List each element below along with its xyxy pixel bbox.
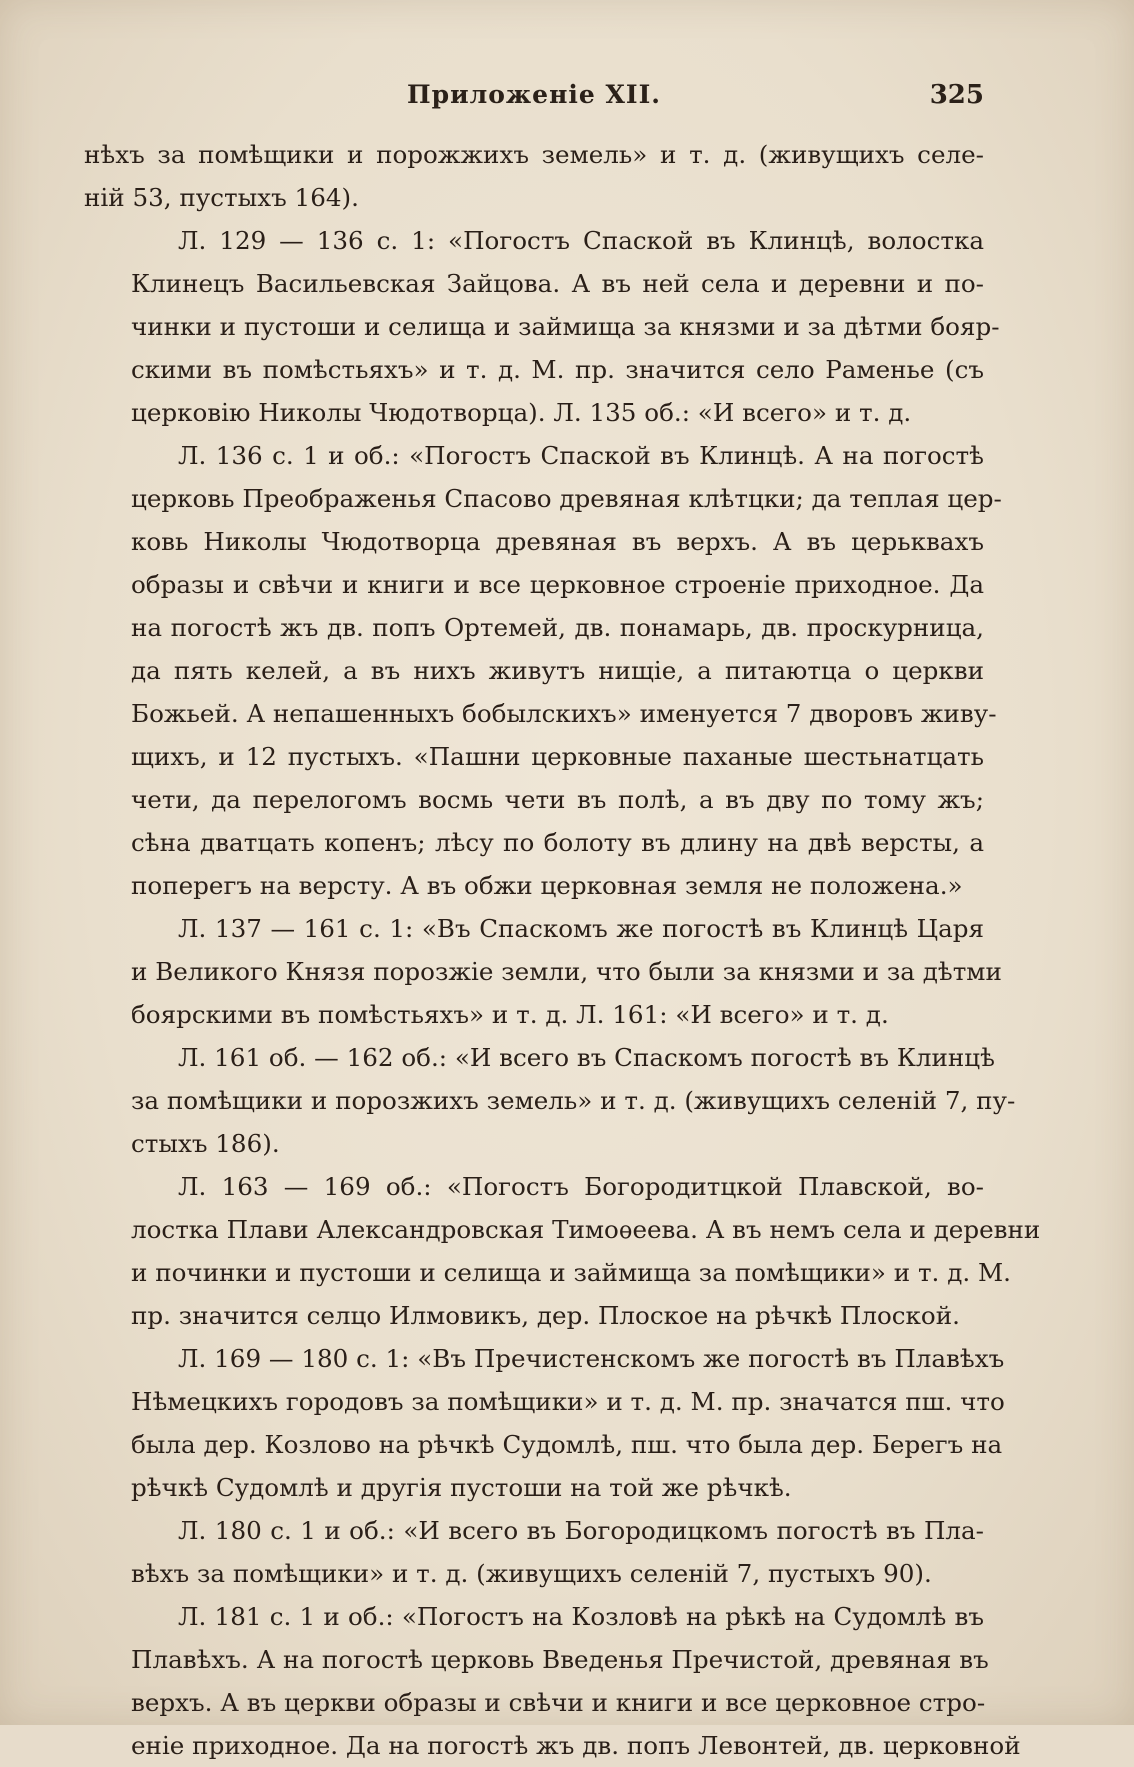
text-line: ній 53, пустыхъ 164). bbox=[84, 183, 359, 212]
text-line: да пять келей, а въ нихъ живутъ нищіе, а питаютца о церкви bbox=[131, 656, 984, 685]
text-line: Л. 180 с. 1 и об.: «И всего въ Богородицкомъ погостѣ въ Пла- bbox=[178, 1516, 984, 1545]
paragraph bbox=[84, 1337, 1005, 1509]
paragraph bbox=[84, 219, 1000, 434]
paragraph bbox=[84, 1165, 1041, 1337]
text-line: еніе приходное. Да на погостѣ жъ дв. попъ Левонтей, дв. церковной bbox=[131, 1731, 1021, 1760]
text-line: за помѣщики и порозжихъ земель» и т. д. (живущихъ селеній 7, пу- bbox=[131, 1086, 1016, 1115]
text-line: Л. 163 — 169 об.: «Погостъ Богородитцкой Плавской, во- bbox=[178, 1172, 984, 1201]
paragraph bbox=[84, 1036, 1016, 1165]
text-line: рѣчкѣ Судомлѣ и другія пустоши на той же рѣчкѣ. bbox=[131, 1473, 792, 1502]
paragraph bbox=[84, 1509, 984, 1595]
text-line: пр. значится селцо Илмовикъ, дер. Плоское на рѣчкѣ Плоской. bbox=[131, 1301, 960, 1330]
text-line: и Великого Князя порозжіе земли, что были за князми и за дѣтми bbox=[131, 957, 1002, 986]
text-line: была дер. Козлово на рѣчкѣ Судомлѣ, пш. что была дер. Берегъ на bbox=[131, 1430, 1003, 1459]
page-number: 325 bbox=[929, 80, 984, 110]
text-line: Л. 161 об. — 162 об.: «И всего въ Спаскомъ погостѣ въ Клинцѣ bbox=[178, 1043, 995, 1072]
text-line: Клинецъ Васильевская Зайцова. А въ ней села и деревни и по- bbox=[131, 269, 984, 298]
text-line: боярскими въ помѣстьяхъ» и т. д. Л. 161: «И всего» и т. д. bbox=[131, 1000, 889, 1029]
text-line: ковь Николы Чюдотворца древяная въ верхъ. А въ церьквахъ bbox=[131, 527, 984, 556]
text-line: нѣхъ за помѣщики и порожжихъ земель» и т. д. (живущихъ селе- bbox=[84, 140, 984, 169]
text-line: на погостѣ жъ дв. попъ Ортемей, дв. понамарь, дв. проскурница, bbox=[131, 613, 984, 642]
paragraph bbox=[84, 434, 1002, 907]
page-header bbox=[84, 80, 984, 120]
text-line: сѣна дватцать копенъ; лѣсу по болоту въ длину на двѣ версты, а bbox=[131, 828, 984, 857]
text-line: чети, да перелогомъ восмь чети въ полѣ, а въ дву по тому жъ; bbox=[131, 785, 984, 814]
text-line: Л. 137 — 161 с. 1: «Въ Спаскомъ же погостѣ въ Клинцѣ Царя bbox=[178, 914, 984, 943]
text-line: образы и свѣчи и книги и все церковное строеніе приходное. Да bbox=[131, 570, 984, 599]
paragraph bbox=[84, 907, 1002, 1036]
body-text bbox=[84, 133, 1041, 1767]
paragraph bbox=[84, 133, 984, 219]
paragraph bbox=[84, 1595, 1021, 1767]
text-line: Л. 169 — 180 с. 1: «Въ Пречистенскомъ же погостѣ въ Плавѣхъ bbox=[178, 1344, 1005, 1373]
text-line: поперегъ на версту. А въ обжи церковная земля не положена.» bbox=[131, 871, 963, 900]
text-line: церковь Преображенья Спасово древяная клѣтцки; да теплая цер- bbox=[131, 484, 1002, 513]
text-line: скими въ помѣстьяхъ» и т. д. М. пр. значится село Раменье (съ bbox=[131, 355, 984, 384]
text-line: верхъ. А въ церкви образы и свѣчи и книги и все церковное стро- bbox=[131, 1688, 986, 1717]
text-line: вѣхъ за помѣщики» и т. д. (живущихъ селеній 7, пустыхъ 90). bbox=[131, 1559, 932, 1588]
running-title: Приложеніе XII. bbox=[407, 80, 661, 109]
text-line: лостка Плави Александровская Тимоѳеева. А въ немъ села и деревни bbox=[131, 1215, 1041, 1244]
text-line: Нѣмецкихъ городовъ за помѣщики» и т. д. М. пр. значатся пш. что bbox=[131, 1387, 1005, 1416]
text-line: Л. 136 с. 1 и об.: «Погостъ Спаской въ Клинцѣ. А на погостѣ bbox=[178, 441, 984, 470]
text-line: и починки и пустоши и селища и займища за помѣщики» и т. д. М. bbox=[131, 1258, 1011, 1287]
text-line: чинки и пустоши и селища и займища за князми и за дѣтми бояр- bbox=[131, 312, 1000, 341]
text-line: стыхъ 186). bbox=[131, 1129, 280, 1158]
text-line: Божьей. А непашенныхъ бобылскихъ» именуется 7 дворовъ живу- bbox=[131, 699, 997, 728]
text-line: Л. 181 с. 1 и об.: «Погостъ на Козловѣ на рѣкѣ на Судомлѣ въ bbox=[178, 1602, 984, 1631]
text-line: Л. 129 — 136 с. 1: «Погостъ Спаской въ Клинцѣ, волостка bbox=[178, 226, 984, 255]
text-line: Плавѣхъ. А на погостѣ церковь Введенья Пречистой, древяная въ bbox=[131, 1645, 989, 1674]
text-line: церковію Николы Чюдотворца). Л. 135 об.: «И всего» и т. д. bbox=[131, 398, 912, 427]
text-line: щихъ, и 12 пустыхъ. «Пашни церковные паханые шестьнатцать bbox=[131, 742, 984, 771]
